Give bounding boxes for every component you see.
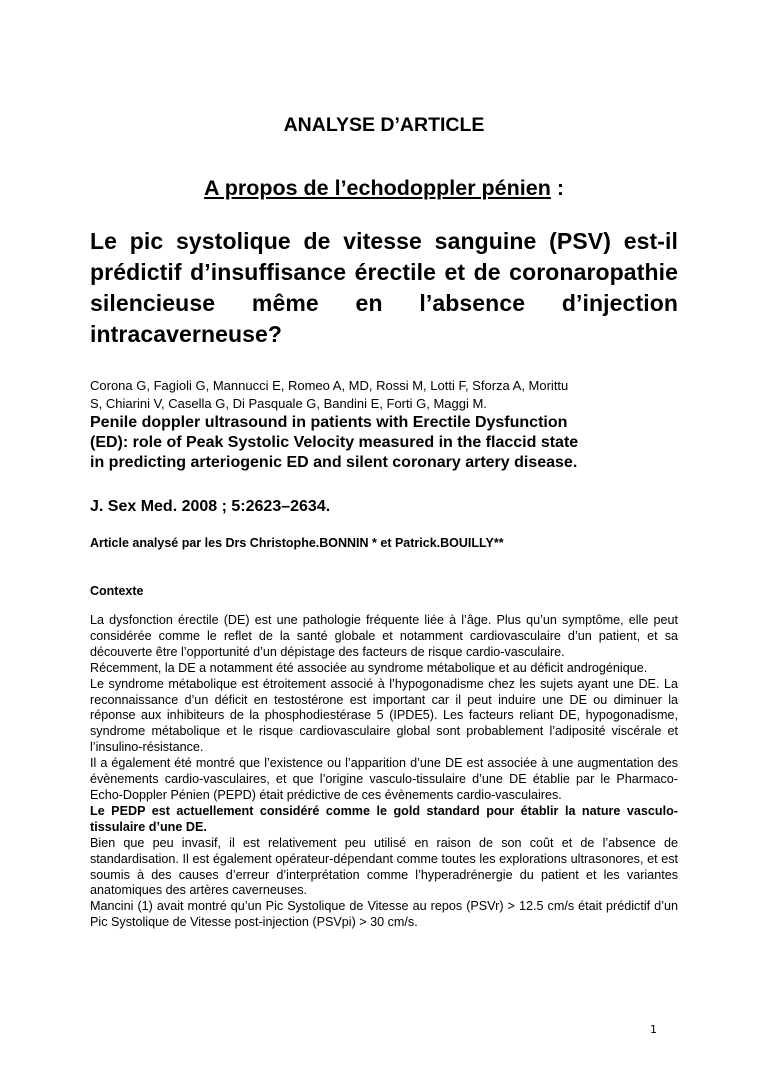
body-paragraph: Mancini (1) avait montré qu’un Pic Systolique de Vitesse au repos (PSVr) > 12.5 cm/s était prédictif d’un Pic Systolique de Vitesse post-injection (PSVpi) > 30 cm/s. — [90, 899, 678, 930]
body-paragraph-bold: Le PEDP est actuellement considéré comme le gold standard pour établir la nature vasculo-tissulaire d’une DE. — [90, 803, 678, 834]
section-heading-contexte: Contexte — [90, 584, 144, 598]
subtitle-underlined-text: A propos de l’echodoppler pénien — [204, 176, 551, 200]
subtitle-suffix: : — [550, 176, 564, 200]
body-paragraph: Bien que peu invasif, il est relativement peu utilisé en raison de son coût et de l’absence de standardisation. Il est également opérateur-dépendant comme toutes les explorations ultrasonores, et est soumis à des causes d’erreur d’interprétation comme l’hyperadrénergie du patient et les variantes anatomiques des artères caverneuses. — [90, 835, 678, 898]
body-paragraph: Le syndrome métabolique est étroitement associé à l’hypogonadisme chez les sujets ayant une DE. La reconnaissance d’un déficit en testostérone est important car il peut induire une DE ou diminuer la réponse aux inhibiteurs de la phosphodiestérase 5 (IPDE5). Les facteurs reliant DE, hypogonadisme, syndrome métabolique et le risque cardiovasculaire global sont probablement l’adiposité viscérale et l’insulino-résistance. — [90, 676, 678, 755]
journal-reference: J. Sex Med. 2008 ; 5:2623–2634. — [90, 498, 331, 515]
page-number: 1 — [650, 1023, 657, 1036]
authors-line: Corona G, Fagioli G, Mannucci E, Romeo A, MD, Rossi M, Lotti F, Sforza A, Morittu — [90, 378, 569, 393]
english-title-line: (ED): role of Peak Systolic Velocity measured in the flaccid state — [90, 434, 579, 451]
context-body — [90, 613, 678, 931]
authors-block — [90, 377, 690, 413]
body-paragraph: La dysfonction érectile (DE) est une pathologie fréquente liée à l’âge. Plus qu’un symptôme, elle peut considérée comme le reflet de la santé globale et notamment cardiovasculaire d’un patient, et sa découverte être l’opportunité d’un dépistage des facteurs de risque cardio-vasculaire. — [90, 613, 678, 659]
page-title: ANALYSE D’ARTICLE — [283, 114, 485, 136]
body-paragraph: Récemment, la DE a notamment été associée au syndrome métabolique et au déficit androgénique. — [90, 660, 648, 675]
english-title-line: Penile doppler ultrasound in patients with Erectile Dysfunction — [90, 414, 568, 431]
english-title-line: in predicting arteriogenic ED and silent coronary artery disease. — [90, 454, 578, 471]
page-subtitle — [90, 175, 678, 201]
body-paragraph: Il a également été montré que l’existence ou l’apparition d’une DE est associée à une augmentation des évènements cardio-vasculaires, et que l’origine vasculo-tissulaire d’une DE établie par le Pharmaco-Echo-Doppler Pénien (PEPD) était prédictive de ces évènements cardio-vasculaires. — [90, 756, 678, 802]
analysts-line: Article analysé par les Drs Christophe.BONNIN * et Patrick.BOUILLY** — [90, 536, 504, 550]
authors-line: S, Chiarini V, Casella G, Di Pasquale G, Bandini E, Forti G, Maggi M. — [90, 396, 487, 411]
article-main-title: Le pic systolique de vitesse sanguine (PSV) est-il prédictif d’insuffisance érectile et de coronaropathie silencieuse même en l’absence d’injection intracaverneuse? — [90, 228, 678, 347]
english-article-title — [90, 413, 690, 473]
